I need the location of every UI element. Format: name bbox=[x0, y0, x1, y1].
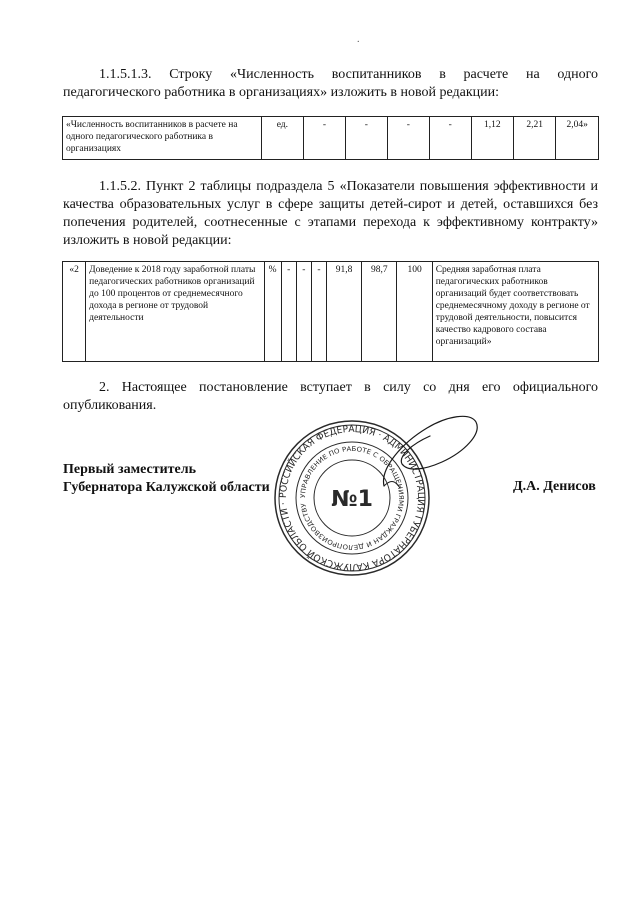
page-mark: . bbox=[357, 34, 360, 45]
table-row bbox=[63, 262, 599, 362]
signatory-position-line1: Первый заместитель bbox=[63, 462, 196, 477]
table-cell-value: 2,04» bbox=[556, 117, 599, 160]
table-cell-value: - bbox=[345, 117, 387, 160]
table-vospitanniki bbox=[62, 116, 599, 160]
seal-inner-text: УПРАВЛЕНИЕ ПО РАБОТЕ С ОБРАЩЕНИЯМИ ГРАЖДАН И ДЕЛОПРОИЗВОДСТВУ bbox=[298, 444, 406, 552]
seal-outer-text: РОССИЙСКАЯ ФЕДЕРАЦИЯ · АДМИНИСТРАЦИЯ ГУБЕРНАТОРА КАЛУЖСКОЙ ОБЛАСТИ · bbox=[277, 423, 427, 573]
table-cell-value: 91,8 bbox=[326, 262, 361, 362]
table-cell-value: - bbox=[387, 117, 429, 160]
table-cell-number: «2 bbox=[63, 262, 86, 362]
table-cell-value: 100 bbox=[397, 262, 432, 362]
table-cell-value: 1,12 bbox=[471, 117, 513, 160]
table-cell-unit: ед. bbox=[261, 117, 303, 160]
table-cell-indicator: «Численность воспитанников в расчете на одного педагогического работника в организациях bbox=[63, 117, 262, 160]
table-cell-value: 2,21 bbox=[514, 117, 556, 160]
handwritten-signature bbox=[372, 408, 482, 498]
paragraph-1-1-5-1-3: 1.1.5.1.3. Строку «Численность воспитанников в расчете на одного педагогического работника в организациях» изложить в новой редакции: bbox=[63, 67, 598, 100]
table-cell-value: - bbox=[311, 262, 326, 362]
table-cell-value: - bbox=[281, 262, 296, 362]
signatory-position-line2: Губернатора Калужской области bbox=[63, 480, 270, 495]
table-cell-value: - bbox=[303, 117, 345, 160]
signatory-position bbox=[63, 461, 270, 497]
table-cell-result: Средняя заработная плата педагогических работников организаций будет соответствовать среднемесячному доходу в регионе от трудовой деятельности, повысится качество кадрового состава организаций» bbox=[432, 262, 598, 362]
table-cell-value: - bbox=[429, 117, 471, 160]
table-cell-value: - bbox=[296, 262, 311, 362]
table-cell-unit: % bbox=[264, 262, 281, 362]
signatory-name: Д.А. Денисов bbox=[513, 479, 596, 494]
table-row bbox=[63, 117, 599, 160]
paragraph-2: 2. Настоящее постановление вступает в силу со дня его официального опубликования. bbox=[63, 380, 598, 413]
seal-number: №1 bbox=[331, 487, 373, 512]
table-zarabotnaya-plata bbox=[62, 261, 599, 362]
table-cell-indicator: Доведение к 2018 году заработной платы педагогических работников организаций до 100 процентов от среднемесячного дохода в регионе от трудовой деятельности bbox=[86, 262, 264, 362]
table-cell-value: 98,7 bbox=[362, 262, 397, 362]
paragraph-1-1-5-2: 1.1.5.2. Пункт 2 таблицы подраздела 5 «Показатели повышения эффективности и качества образовательных услуг в сфере защиты детей-сирот и детей, оставшихся без попечения родителей, соотнесенные с этапами перехода к эффективному контракту» изложить в новой редакции: bbox=[63, 179, 598, 248]
